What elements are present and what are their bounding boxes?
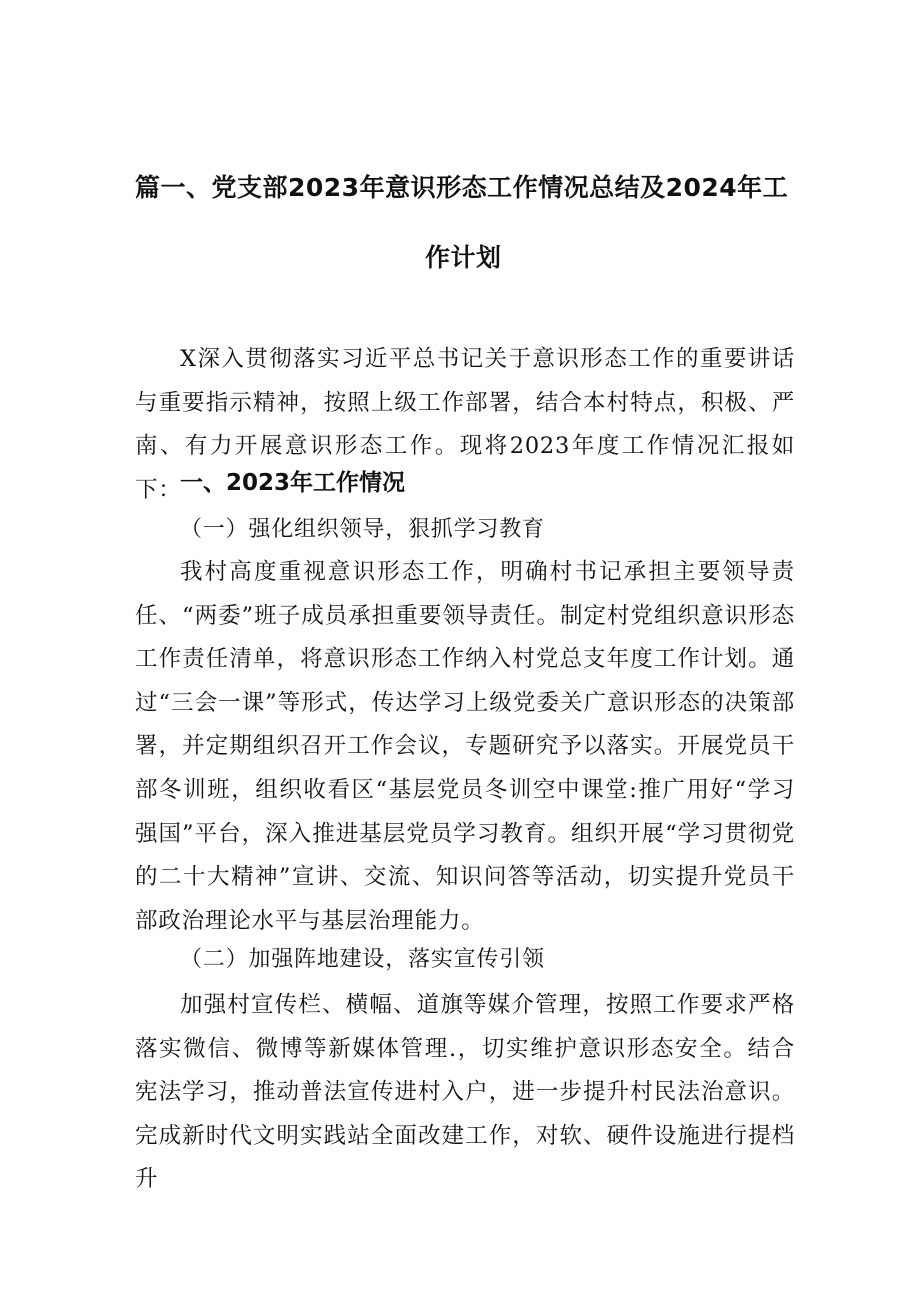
subsection-2-heading: （二）加强阵地建设，落实宣传引领 bbox=[180, 947, 545, 972]
document-title-line-2: 作计划 bbox=[425, 243, 502, 272]
document-title-line-1: 篇一、党支部2023年意识形态工作情况总结及2024年工 bbox=[135, 173, 789, 202]
subsection-1-paragraph: 我村高度重视意识形态工作，明确村书记承担主要领导责任、“两委”班子成员承担重要领导责任。制定村党组织意识形态工作责任清单，将意识形态工作纳入村党总支年度工作计划。通过“三会一课”等形式，传达学习上级党委关广意识形态的决策部署，并定期组织召开工作会议，专题研究予以落实。开展党员干部冬训班，组织收看区“基层党员冬训空中课堂:推广用好“学习强国”平台，深入推进基层党员学习教育。组织开展“学习贯彻党的二十大精神”宣讲、交流、知识问答等活动，切实提升党员干部政治理论水平与基层治理能力。 bbox=[135, 559, 795, 934]
intro-paragraph: X深入贯彻落实习近平总书记关于意识形态工作的重要讲话与重要指示精神，按照上级工作部署，结合本村特点，积极、严南、有力开展意识形态工作。现将2023年度工作情况汇报如下： bbox=[135, 346, 795, 503]
subsection-1-heading: （一）强化组织领导，狠抓学习教育 bbox=[180, 517, 545, 542]
section-1-heading: 一、2023年工作情况 bbox=[180, 470, 406, 496]
subsection-2-paragraph: 加强村宣传栏、横幅、道旗等媒介管理，按照工作要求严格落实微信、微博等新媒体管理.，切实维护意识形态安全。结合宪法学习，推动普法宣传进村入户，进一步提升村民法治意识。完成新时代文明实践站全面改建工作，对软、硬件设施进行提档升 bbox=[135, 992, 795, 1193]
